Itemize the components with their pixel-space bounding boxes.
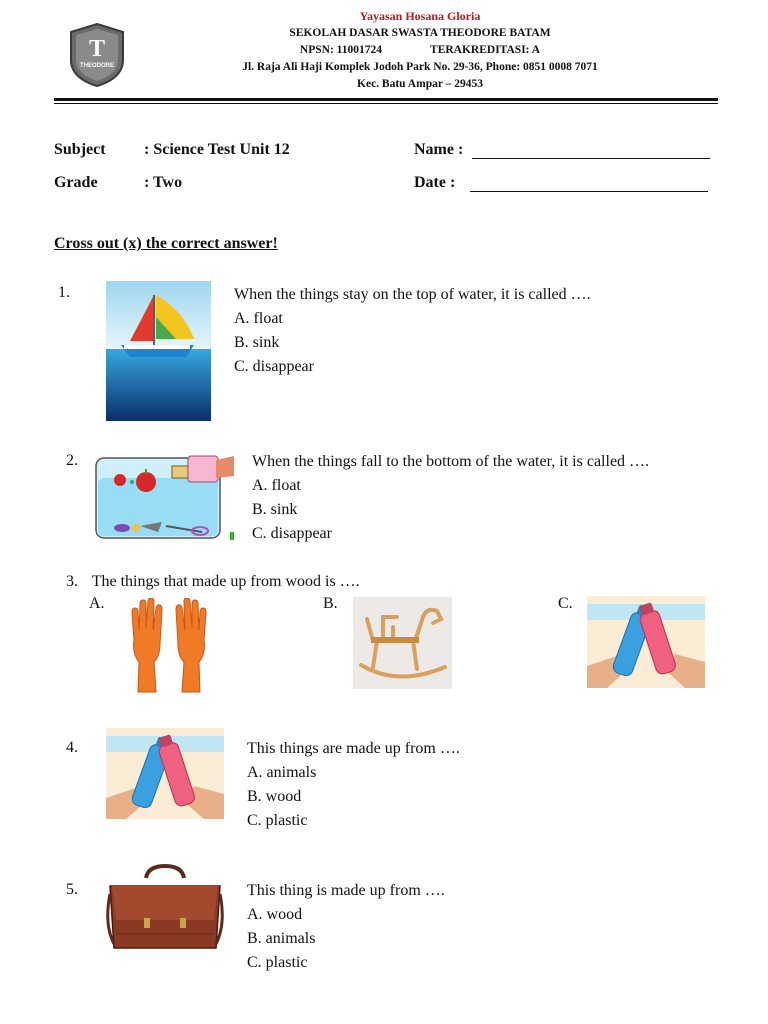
- subject-value: : Science Test Unit 12: [144, 141, 290, 158]
- school-logo: [68, 22, 126, 88]
- subject-label: Subject: [54, 141, 106, 158]
- rubber-gloves-image[interactable]: [126, 598, 212, 694]
- accreditation: TERAKREDITASI: A: [430, 44, 541, 56]
- date-field[interactable]: [470, 177, 708, 192]
- plastic-bottles-image[interactable]: [587, 596, 705, 688]
- name-label: Name :: [414, 141, 464, 158]
- grade-value: : Two: [144, 174, 183, 191]
- question-4: [247, 737, 460, 833]
- question-5: [247, 879, 445, 975]
- header-divider-thin: [54, 103, 718, 104]
- instruction: Cross out (x) the correct answer!: [54, 235, 278, 252]
- option-a[interactable]: A. float: [234, 310, 283, 327]
- question-1: [234, 283, 591, 379]
- question-text: The things that made up from wood is ….: [91, 573, 360, 590]
- question-number: 2.: [66, 452, 78, 469]
- foundation-name: Yayasan Hosana Gloria: [359, 9, 481, 23]
- question-text: This thing is made up from ….: [247, 882, 445, 899]
- aquarium-image: [92, 452, 237, 542]
- question-number: 3.: [66, 573, 78, 590]
- leather-bag-image: [104, 864, 226, 954]
- option-c[interactable]: C. disappear: [234, 358, 314, 375]
- option-b[interactable]: B. animals: [247, 930, 316, 947]
- rocking-horse-image[interactable]: [353, 597, 452, 689]
- sailboat-image: [106, 281, 211, 421]
- npsn-line: [140, 42, 700, 59]
- choice-c-label[interactable]: C.: [558, 595, 573, 612]
- npsn: NPSN: 11001724: [299, 44, 383, 56]
- question-text: When the things fall to the bottom of the water, it is called ….: [252, 453, 650, 470]
- question-number: 1.: [58, 284, 70, 301]
- date-label: Date :: [414, 174, 456, 191]
- choice-a-label[interactable]: A.: [89, 595, 105, 612]
- grade-label: Grade: [54, 174, 98, 191]
- option-c[interactable]: C. plastic: [247, 954, 308, 971]
- option-c[interactable]: C. plastic: [247, 812, 308, 829]
- option-b[interactable]: B. sink: [234, 334, 280, 351]
- question-text: When the things stay on the top of water, it is called ….: [234, 286, 591, 303]
- option-b[interactable]: B. wood: [247, 788, 302, 805]
- logo-letter: T: [88, 36, 106, 62]
- option-b[interactable]: B. sink: [252, 501, 298, 518]
- question-3: [66, 570, 360, 594]
- header-divider-thick: [54, 98, 718, 101]
- option-a[interactable]: A. float: [252, 477, 301, 494]
- school-address: Jl. Raja Ali Haji Komplek Jodoh Park No. 29-36, Phone: 0851 0008 7071: [242, 61, 598, 73]
- option-a[interactable]: A. wood: [247, 906, 303, 923]
- school-district: Kec. Batu Ampar – 29453: [357, 78, 483, 90]
- question-text: This things are made up from ….: [247, 740, 460, 757]
- question-number: 5.: [66, 881, 78, 898]
- plastic-bottles-image: [106, 728, 224, 819]
- option-a[interactable]: A. animals: [247, 764, 317, 781]
- option-c[interactable]: C. disappear: [252, 525, 332, 542]
- school-name: SEKOLAH DASAR SWASTA THEODORE BATAM: [289, 27, 551, 39]
- choice-b-label[interactable]: B.: [323, 595, 338, 612]
- logo-text: THEODORE: [79, 63, 115, 69]
- question-2: [252, 450, 649, 546]
- question-number: 4.: [66, 739, 78, 756]
- name-field[interactable]: [472, 144, 710, 159]
